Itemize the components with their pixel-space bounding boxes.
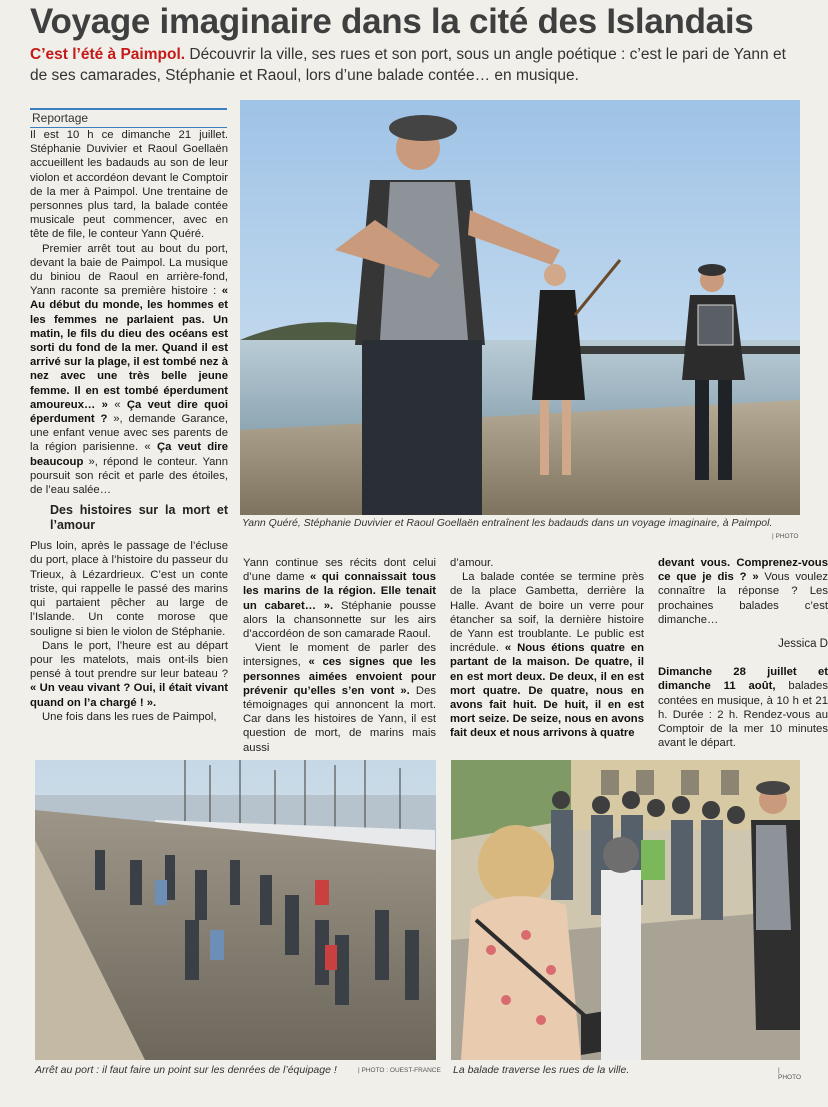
text-run: Stéphanie pousse alors la chansonnette sur les airs d’accordéon de son camarade Raoul.	[243, 599, 436, 641]
main-photo	[240, 100, 800, 515]
paragraph	[30, 639, 228, 710]
headline: Voyage imaginaire dans la cité des Islandais	[30, 2, 754, 41]
text-run: Premier arrêt tout au bout du port, devant la baie de Paimpol. La musique du biniou de Raoul en arrière-fond, Yann raconte sa première histoire :	[30, 242, 228, 298]
paragraph	[243, 556, 436, 641]
subheading: Des histoires sur la mort et l’amour	[50, 503, 228, 533]
main-photo-credit: | PHOTO	[772, 533, 799, 540]
quote-bold: « ces signes que les personnes aimées envoient pour prévenir qu’elles s’en vont ».	[243, 656, 436, 697]
paragraph: Plus loin, après le passage de l’écluse du port, place à l’histoire du passeur du Trieux, à Lézardrieux. C’est un conte triste, qui rappelle le passé des marins qui partaient pêcher au large de l’Islande. Un conte morose que souligne si bien le violon de Stéphanie.	[30, 540, 228, 638]
port-photo-caption: Arrêt au port : il faut faire un point sur les denrées de l’équipage !	[35, 1064, 337, 1076]
quote-bold: « Un veau vivant ? Oui, il était vivant quand on l’a chargé ! ».	[30, 682, 228, 709]
quote-bold: « Au début du monde, les hommes et les femmes ne parlaient pas. Un matin, le fils du dieu des océans est sorti du fond de la mer. Quand il est arrivé sur la plage, il est tombé nez à nez avec une très belle jeune femme. Il en est tombé éperdument amoureux… »	[30, 285, 228, 411]
paragraph: Il est 10 h ce dimanche 21 juillet. Stéphanie Duvivier et Raoul Goellaën accueillent les badauds au son de leur violon et accordéon devant le Comptoir de la mer à Paimpol. Une trentaine de personnes plus tard, la balade contée musicale peut commencer, avec en tête de file, le conteur Yann Quéré.	[30, 129, 228, 241]
quote-bold: Ça veut dire beaucoup	[30, 441, 228, 468]
text-run: Vous voulez connaître la réponse ? Les prochaines balades c’est dimanche…	[658, 571, 828, 626]
street-photo-caption: La balade traverse les rues de la ville.	[453, 1064, 630, 1076]
info-box	[658, 665, 828, 750]
text-run: La balade contée se termine près de la place Gambetta, derrière la Halle. Avant de boire un verre pour étancher sa soif, la dernière histoire de Yann est troublante. Le public est incrédule.	[450, 571, 644, 655]
text-run: «	[107, 398, 127, 411]
text-run: Yann continue ses récits dont celui d’une dame	[243, 557, 436, 584]
text-run: Dans le port, l’heure est au départ pour les matelots, mais ont-ils bien pensé à tout prendre sur leur bateau ?	[30, 639, 228, 681]
quote-bold: « Nous étions quatre en partant de la maison. De quatre, il en est mort deux. De deux, il en est mort quatre. De quatre, nous en avons fait huit. De huit, il en est mort seize. De seize, nous en avons fait deux et nous arrivons à quatre	[450, 642, 644, 740]
column-2	[243, 556, 436, 755]
column-4	[658, 556, 828, 750]
text-run: », demande Garance, une enfant venue avec ses parents de la région parisienne. «	[30, 413, 228, 454]
column-3	[450, 556, 644, 741]
text-run: Des témoignages qui annoncent la mort. Car dans les histoires de Yann, il est question de mort, de marins mais aussi	[243, 684, 436, 754]
lede	[30, 44, 790, 86]
quote-bold: Ça veut dire quoi éperdument ?	[30, 398, 228, 426]
lede-kicker: C’est l’été à Paimpol.	[30, 46, 186, 63]
paragraph	[243, 641, 436, 755]
paragraph	[658, 556, 828, 627]
info-date: Dimanche 28 juillet et dimanche 11 août,	[658, 666, 828, 693]
port-photo	[35, 760, 436, 1060]
paragraph	[450, 570, 644, 740]
street-photo	[451, 760, 800, 1060]
section-rubric: Reportage	[30, 108, 227, 128]
byline: Jessica D	[778, 638, 828, 651]
column-1	[30, 128, 228, 724]
column-4-clip	[658, 556, 828, 750]
lede-text: Découvrir la ville, ses rues et son port, sous un angle poétique : c’est le pari de Yann et de ses camarades, Stéphanie et Raoul, lors d’une balade contée… en musique.	[30, 46, 786, 84]
street-photo-credit: | PHOTO	[778, 1067, 801, 1081]
paragraph: d’amour.	[450, 557, 494, 569]
main-photo-caption: Yann Quéré, Stéphanie Duvivier et Raoul Goellaën entraînent les badauds dans un voyage imaginaire, à Paimpol.	[242, 517, 773, 529]
quote-bold: devant vous. Comprenez-vous ce que je dis ? »	[658, 557, 828, 584]
info-text: balades contées en musique, à 10 h et 21 h. Durée : 2 h. Rendez-vous au Comptoir de la mer 10 minutes avant le départ.	[658, 680, 828, 750]
quote-bold: « qui connaissait tous les marins de la région. Elle tenait un cabaret… ».	[243, 571, 436, 612]
paragraph: Une fois dans les rues de Paimpol,	[42, 710, 217, 723]
port-photo-credit: | PHOTO : OUEST-FRANCE	[358, 1067, 441, 1074]
paragraph	[30, 242, 228, 498]
text-run: », répond le conteur. Yann poursuit son récit et parle des étoiles, de l’eau salée…	[30, 455, 228, 497]
text-run: Vient le moment de parler des intersignes,	[243, 642, 436, 669]
